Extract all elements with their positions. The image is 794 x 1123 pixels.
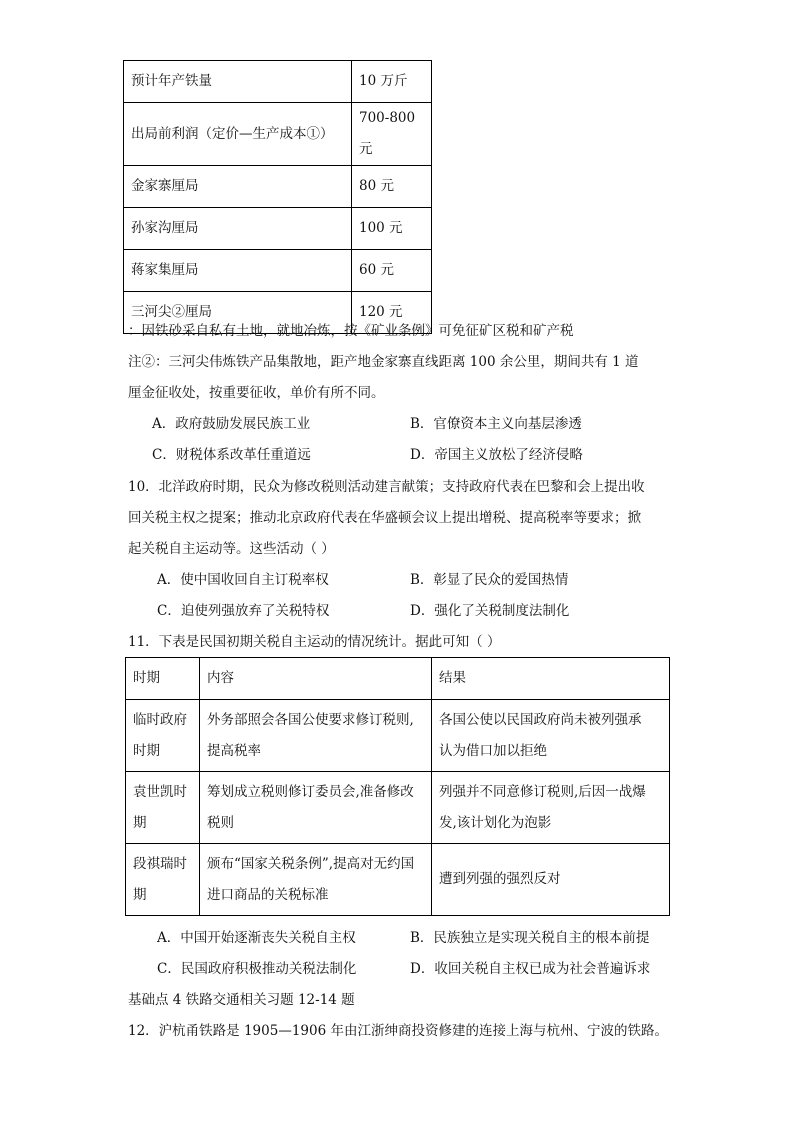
table-row [124, 208, 432, 250]
table-row [126, 700, 670, 772]
cell-line: 筹划成立税则修订委员会,准备修改 [207, 783, 414, 800]
q9-option-b[interactable]: B．官僚资本主义向基层渗透 [410, 416, 582, 432]
row-label: 孙家沟厘局 [124, 208, 352, 250]
table-row [124, 61, 432, 103]
table-row [126, 844, 670, 916]
cell-line: 认为借口加以拒绝 [439, 742, 547, 759]
q11-option-c[interactable]: C．民国政府积极推动关税法制化 [157, 961, 357, 977]
cell-line: 时期 [133, 742, 160, 759]
note-2-line-1: 注②：三河尖伟炼铁产品集散地，距产地金家寨直线距离 100 余公里，期间共有 1 道 [128, 354, 639, 370]
period-cell [126, 700, 200, 772]
q12-stem: 12．沪杭甬铁路是 1905—1906 年由江浙绅商投资修建的连接上海与杭州、宁波的铁路。 [128, 1023, 668, 1039]
q10-option-d[interactable]: D．强化了关税制度法制化 [410, 603, 570, 619]
cell-line: 临时政府 [133, 711, 187, 728]
q10-option-a[interactable]: A．使中国收回自主订税率权 [157, 572, 329, 588]
content-cell [200, 844, 432, 916]
q11-option-b[interactable]: B．民族独立是实现关税自主的根本前提 [410, 930, 650, 946]
table-row [124, 166, 432, 208]
section-heading: 基础点 4 铁路交通相关习题 12-14 题 [128, 992, 355, 1008]
q11-option-a[interactable]: A．中国开始逐渐丧失关税自主权 [157, 930, 356, 946]
q10-stem-line-3: 起关税自主运动等。这些活动（ ） [128, 541, 335, 557]
note-1: ：因铁砂采自私有土地，就地冶炼，按《矿业条例》可免征矿区税和矿产税 [128, 323, 574, 339]
row-value: 100 元 [352, 208, 432, 250]
cell-line: 段祺瑞时 [133, 855, 187, 872]
q9-option-d[interactable]: D．帝国主义放松了经济侵略 [410, 447, 583, 463]
content-cell [200, 772, 432, 844]
row-value: 700-800 元 [352, 103, 432, 166]
row-label: 金家寨厘局 [124, 166, 352, 208]
cell-line: 税则 [207, 814, 234, 831]
row-label: 蒋家集厘局 [124, 250, 352, 292]
cell-line: 袁世凯时 [133, 783, 187, 800]
q9-option-c[interactable]: C．财税体系改革任重道远 [152, 447, 311, 463]
period-cell [126, 772, 200, 844]
result-cell [432, 772, 670, 844]
tariff-autonomy-table [125, 657, 670, 916]
q10-stem-line-2: 回关税主权之提案；推动北京政府代表在华盛顿会议上提出增税、提高税率等要求；掀 [128, 510, 641, 526]
cell-line: 进口商品的关税标准 [207, 886, 329, 903]
cell-line: 各国公使以民国政府尚未被列强承 [439, 711, 642, 728]
cell-line: 外务部照会各国公使要求修订税则, [207, 711, 414, 728]
period-cell [126, 844, 200, 916]
iron-profit-table [123, 60, 432, 334]
table-row [126, 772, 670, 844]
header-result: 结果 [432, 658, 670, 700]
cell-line: 期 [133, 814, 147, 831]
q10-option-c[interactable]: C．迫使列强放弃了关税特权 [157, 603, 330, 619]
q11-stem: 11．下表是民国初期关税自主运动的情况统计。据此可知（ ） [128, 634, 501, 650]
header-period: 时期 [126, 658, 200, 700]
header-content: 内容 [200, 658, 432, 700]
cell-line: 提高税率 [207, 742, 261, 759]
cell-line: 列强并不同意修订税则,后因一战爆 [439, 783, 646, 800]
note-2-line-2: 厘金征收处，按重要征收，单价有所不同。 [128, 385, 385, 401]
cell-line: 颁布“国家关税条例”,提高对无约国 [207, 855, 415, 872]
table-row [124, 103, 432, 166]
q10-stem-line-1: 10．北洋政府时期，民众为修改税则活动建言献策；支持政府代表在巴黎和会上提出收 [128, 479, 645, 495]
q10-option-b[interactable]: B．彰显了民众的爱国热情 [410, 572, 569, 588]
cell-line: 发,该计划化为泡影 [439, 814, 552, 831]
content-cell [200, 700, 432, 772]
cell-line: 期 [133, 886, 147, 903]
cell-line: 遭到列强的强烈反对 [439, 871, 561, 887]
row-value: 120 元 [352, 292, 432, 334]
table-row [124, 250, 432, 292]
row-value: 80 元 [352, 166, 432, 208]
result-cell [432, 700, 670, 772]
row-value: 60 元 [352, 250, 432, 292]
row-label: 三河尖②厘局 [124, 292, 352, 334]
result-cell [432, 844, 670, 916]
q11-option-d[interactable]: D．收回关税自主权已成为社会普遍诉求 [410, 961, 651, 977]
row-label: 预计年产铁量 [124, 61, 352, 103]
row-value: 10 万斤 [352, 61, 432, 103]
q9-option-a[interactable]: A．政府鼓励发展民族工业 [152, 416, 311, 432]
row-label: 出局前利润（定价—生产成本①） [124, 103, 352, 166]
table-header-row [126, 658, 670, 700]
